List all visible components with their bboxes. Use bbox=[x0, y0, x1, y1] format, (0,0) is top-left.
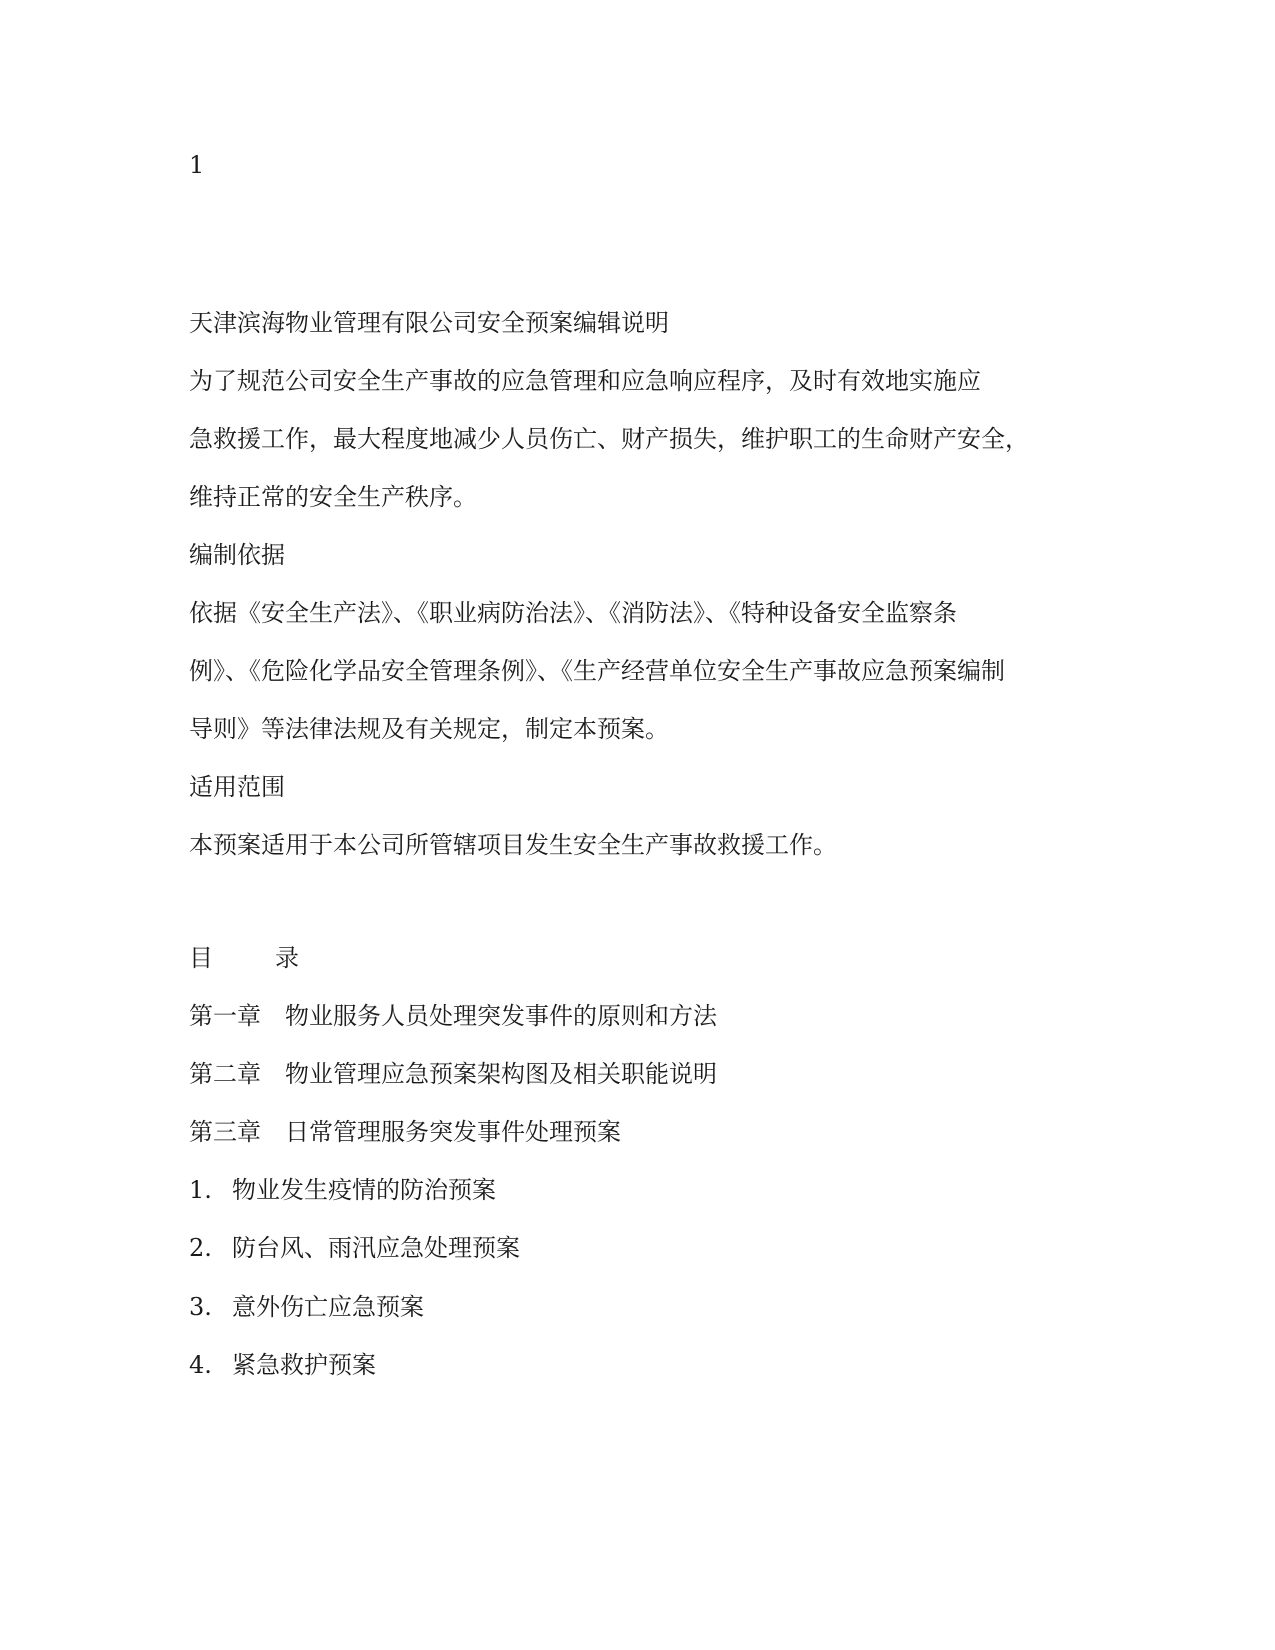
basis-line-3: 导则》等法律法规及有关规定，制定本预案。 bbox=[189, 715, 669, 743]
toc-item-num: 4. bbox=[189, 1351, 212, 1379]
toc-chapter-title: 物业管理应急预案架构图及相关职能说明 bbox=[285, 1060, 717, 1088]
toc-chapter-2 bbox=[189, 1059, 717, 1089]
toc-item-num: 2. bbox=[189, 1234, 212, 1262]
basis-line-1: 依据《安全生产法》、《职业病防治法》、《消防法》、《特种设备安全监察条 bbox=[189, 599, 957, 627]
toc-chapter-num: 第二章 bbox=[189, 1060, 261, 1088]
intro-line-3: 维持正常的安全生产秩序。 bbox=[189, 483, 477, 511]
toc-item-4 bbox=[189, 1350, 376, 1380]
basis-line-2: 例》、《危险化学品安全管理条例》、《生产经营单位安全生产事故应急预案编制 bbox=[189, 657, 1005, 685]
toc-item-title: 紧急救护预案 bbox=[232, 1351, 376, 1379]
intro-line-2: 急救援工作，最大程度地减少人员伤亡、财产损失，维护职工的生命财产安全， bbox=[189, 425, 1029, 453]
toc-chapter-title: 日常管理服务突发事件处理预案 bbox=[285, 1118, 621, 1146]
toc-chapter-3 bbox=[189, 1117, 621, 1147]
toc-item-num: 3. bbox=[189, 1293, 212, 1321]
toc-title-right: 录 bbox=[275, 944, 299, 972]
toc-chapter-num: 第三章 bbox=[189, 1118, 261, 1146]
page-number: 1 bbox=[189, 151, 205, 179]
toc-title bbox=[189, 943, 299, 973]
scope-heading: 适用范围 bbox=[189, 773, 285, 801]
toc-item-num: 1. bbox=[189, 1176, 212, 1204]
toc-item-2 bbox=[189, 1233, 520, 1263]
toc-chapter-1 bbox=[189, 1001, 717, 1031]
scope-text: 本预案适用于本公司所管辖项目发生安全生产事故救援工作。 bbox=[189, 831, 837, 859]
toc-item-title: 物业发生疫情的防治预案 bbox=[232, 1176, 496, 1204]
toc-item-title: 意外伤亡应急预案 bbox=[232, 1293, 424, 1321]
toc-title-left: 目 bbox=[189, 944, 213, 972]
toc-item-3 bbox=[189, 1292, 424, 1322]
toc-item-title: 防台风、雨汛应急处理预案 bbox=[232, 1234, 520, 1262]
toc-chapter-num: 第一章 bbox=[189, 1002, 261, 1030]
intro-line-1: 为了规范公司安全生产事故的应急管理和应急响应程序，及时有效地实施应 bbox=[189, 367, 981, 395]
toc-chapter-title: 物业服务人员处理突发事件的原则和方法 bbox=[285, 1002, 717, 1030]
toc-item-1 bbox=[189, 1175, 496, 1205]
document-title: 天津滨海物业管理有限公司安全预案编辑说明 bbox=[189, 309, 669, 337]
basis-heading: 编制依据 bbox=[189, 541, 285, 569]
